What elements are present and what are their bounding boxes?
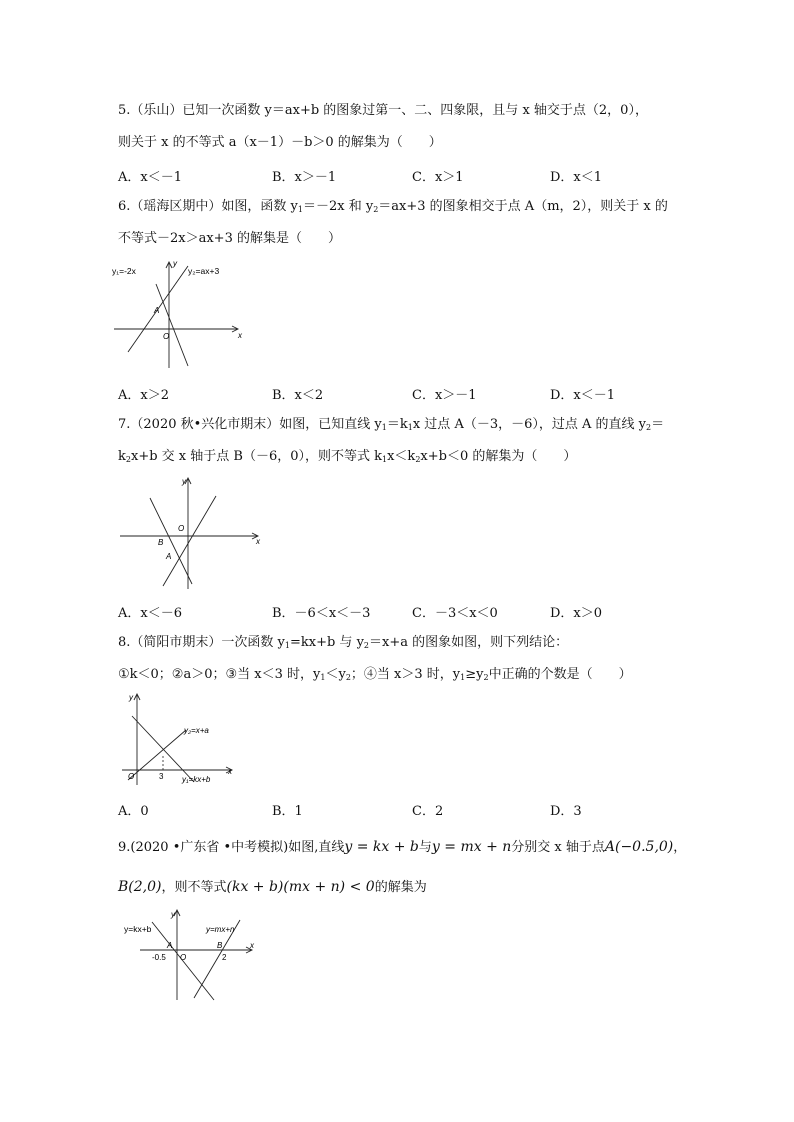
q5-choice-c[interactable]: C．x＞1 bbox=[412, 170, 464, 185]
q9-point-a: A(−0.5,0) bbox=[604, 839, 674, 855]
q7-text: ＝k bbox=[386, 417, 408, 432]
q9-eq1: y = kx + b bbox=[344, 839, 419, 855]
q9-label-kx: y=kx+b bbox=[124, 924, 152, 934]
q5-choice-a[interactable]: A．x＜－1 bbox=[118, 170, 182, 185]
q9-text: 的解集为 bbox=[374, 880, 427, 895]
q9-y-axis-label: y bbox=[171, 910, 175, 919]
q5-line2: 则关于 x 的不等式 a（x－1）－b＞0 的解集为（ ） bbox=[118, 135, 442, 150]
q7-y-axis-label: y bbox=[182, 477, 186, 486]
q6-label-y1: y₁=-2x bbox=[112, 266, 136, 276]
q6-choice-b[interactable]: B．x＜2 bbox=[272, 388, 324, 403]
q9-label-mx: y=mx+n bbox=[206, 925, 235, 934]
q7-line2: $k_2x+b$ 交 x 轴于点 B（－6，0），则不等式 $k_1x<k_2x+b<0$ 的解集为（ ） bbox=[118, 449, 577, 464]
q8-tick-3: 3 bbox=[159, 772, 164, 781]
q9-inequality: (kx + b)(mx + n) < 0 bbox=[226, 879, 375, 895]
q9-line2 bbox=[118, 876, 678, 899]
q9-text: 9.(2020 •广东省 •中考模拟)如图,直线 bbox=[118, 840, 345, 855]
q5-line1: 5.（乐山）已知一次函数 y＝ax+b 的图象过第一、二、四象限，且与 x 轴交于点（2，0）， bbox=[118, 103, 648, 118]
q9-point-a-label: A bbox=[167, 941, 173, 950]
q8-text: =kx+b 与 y bbox=[289, 635, 364, 650]
q9-tick-a: -0.5 bbox=[152, 953, 166, 962]
q7-choices bbox=[118, 602, 678, 620]
q8-label-y2: y₂=x+a bbox=[184, 726, 209, 735]
q9-text: 与 bbox=[418, 840, 432, 855]
q8-choice-c[interactable]: C．2 bbox=[412, 804, 444, 819]
q8-text: 8.（简阳市期末）一次函数 y bbox=[118, 635, 285, 650]
q8-text: ①k＜0；②a＞0；③当 x＜3 时，y bbox=[118, 667, 321, 682]
q8-origin-label: O bbox=[128, 772, 135, 781]
q6-text: ＝－2x 和 y bbox=[302, 199, 374, 214]
q7-point-a-label: A bbox=[166, 552, 172, 561]
q8-text: ＝x+a 的图象如图，则下列结论： bbox=[369, 635, 569, 650]
q9-x-axis-label: x bbox=[250, 941, 254, 950]
q7-text: x＜k bbox=[387, 449, 416, 464]
q7-line1: 7.（2020 秋•兴化市期末）如图，已知直线 $y_1=k_1x$ 过点 A（－3，－6），过点 A 的直线 $y_2=$ bbox=[118, 417, 665, 432]
q6-choices bbox=[118, 384, 678, 402]
q7-choice-d[interactable]: D．x＞0 bbox=[550, 606, 603, 621]
q8-choice-d[interactable]: D．3 bbox=[550, 804, 582, 819]
q6-text: ＝ax+3 的图象相交于点 A（m，2），则关于 x 的 bbox=[378, 199, 668, 214]
q9-point-b-label: B bbox=[217, 941, 223, 950]
q6-choice-d[interactable]: D．x＜－1 bbox=[550, 388, 616, 403]
q9-eq2: y = mx + n bbox=[431, 839, 512, 855]
q6-origin-label: O bbox=[163, 332, 170, 341]
q8-y-axis-label: y bbox=[129, 693, 133, 702]
q6-line2: 不等式－2x＞ax+3 的解集是（ ） bbox=[118, 231, 341, 246]
q7-choice-b[interactable]: B．－6＜x＜－3 bbox=[272, 606, 371, 621]
q7-choice-a[interactable]: A．x＜－6 bbox=[118, 606, 182, 621]
q7-text: x+b 交 x 轴于点 B（－6，0），则不等式 k bbox=[130, 449, 382, 464]
q8-text: 中正确的个数是（ ） bbox=[488, 667, 632, 682]
q7-text: 7.（2020 秋•兴化市期末）如图，已知直线 y bbox=[118, 417, 382, 432]
q8-text: ≥y bbox=[465, 667, 484, 682]
q7-choice-c[interactable]: C．－3＜x＜0 bbox=[412, 606, 498, 621]
q7-origin-label: O bbox=[178, 524, 185, 533]
q7-text: x+b＜0 的解集为（ ） bbox=[420, 449, 577, 464]
q5-choice-b[interactable]: B．x＞－1 bbox=[272, 170, 337, 185]
q8-choice-b[interactable]: B．1 bbox=[272, 804, 303, 819]
q6-text: 6.（瑶海区期中）如图，函数 y bbox=[118, 199, 298, 214]
q8-text: ；④当 x＞3 时，y bbox=[350, 667, 461, 682]
q6-y-axis-label: y bbox=[173, 259, 177, 268]
q9-line1 bbox=[118, 836, 687, 859]
q5-choices bbox=[118, 166, 678, 184]
q6-x-axis-label: x bbox=[238, 331, 242, 340]
q7-graph bbox=[116, 474, 266, 594]
q7-text: ＝ bbox=[651, 417, 665, 432]
q8-choice-a[interactable]: A．0 bbox=[118, 804, 149, 819]
q6-label-y2: y₂=ax+3 bbox=[188, 266, 220, 276]
q9-tick-b: 2 bbox=[222, 953, 227, 962]
q6-point-a-label: A bbox=[154, 306, 160, 315]
q6-choice-c[interactable]: C．x＞－1 bbox=[412, 388, 477, 403]
q8-line1: 8.（简阳市期末）一次函数 $y_1=kx+b$ 与 $y_2=x+a$ 的图象如图，则下列结论： bbox=[118, 635, 569, 650]
q8-choices bbox=[118, 800, 678, 818]
q8-x-axis-label: x bbox=[228, 767, 232, 776]
q6-choice-a[interactable]: A．x＞2 bbox=[118, 388, 169, 403]
q7-text: k bbox=[118, 449, 126, 464]
q9-graph bbox=[122, 908, 262, 1003]
q5-choice-d[interactable]: D．x＜1 bbox=[550, 170, 603, 185]
q9-point-b: B(2,0) bbox=[118, 879, 162, 895]
q8-graph bbox=[116, 690, 241, 790]
q8-label-y1: y₁=kx+b bbox=[182, 775, 211, 784]
q9-text: ， bbox=[673, 840, 687, 855]
q9-text: ，则不等式 bbox=[161, 880, 227, 895]
q9-text: 分别交 x 轴于点 bbox=[511, 840, 605, 855]
q8-line2: ①k＜0；②a＞0；③当 x＜3 时，$y_1<y_2$；④当 x＞3 时，$y_1\ge y_2$中正确的个数是（ ） bbox=[118, 667, 632, 682]
q6-graph bbox=[110, 256, 250, 371]
q6-line1: 6.（瑶海区期中）如图，函数 $y_1=-2x$ 和 $y_2=ax+3$ 的图象相交于点 A（m，2），则关于 x 的 bbox=[118, 199, 668, 214]
q7-x-axis-label: x bbox=[256, 537, 260, 546]
q7-point-b-label: B bbox=[158, 538, 164, 547]
q9-origin-label: O bbox=[180, 953, 187, 962]
q8-text: ＜y bbox=[325, 667, 346, 682]
q7-text: x 过点 A（－3，－6），过点 A 的直线 y bbox=[412, 417, 646, 432]
